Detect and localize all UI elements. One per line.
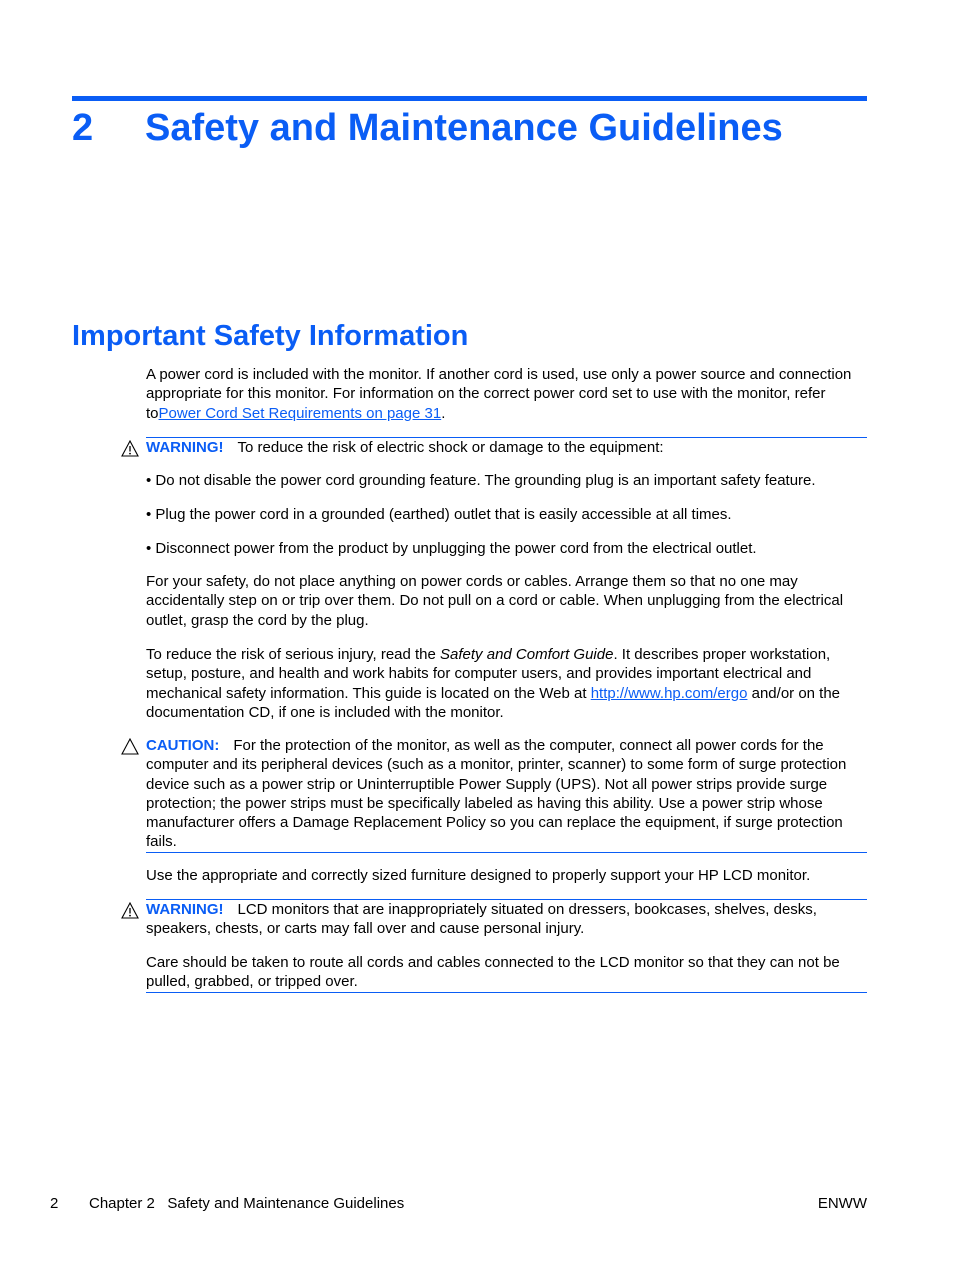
comfort-guide-text-mid: . It describes proper workstation, setup, posture, and health and work habits for computer users, and provides important electrical and mechanical safety information. This guide is located on the Web at (146, 646, 831, 702)
footer-doc-code: ENWW (817, 1195, 867, 1212)
comfort-guide-text-end: and/or on the documentation CD, if one is included with the monitor. (146, 684, 841, 721)
safety-paragraph: For your safety, do not place anything on power cords or cables. Arrange them so that no one may accidentally step on or trip over them. Do not pull on a cord or cable. When unplugging from the electrical outlet, grasp the cord by the plug. (146, 573, 844, 629)
chapter-heading (72, 100, 783, 156)
comfort-guide-paragraph (146, 645, 867, 722)
intro-paragraph (146, 365, 868, 423)
warning-triangle-icon (121, 440, 139, 458)
section-title: Important Safety Information (72, 320, 469, 352)
chapter-title: Safety and Maintenance Guidelines (145, 107, 783, 149)
intro-text: A power cord is included with the monitor. If another cord is used, use only a power source and connection appropriate for this monitor. For information on the correct power cord set to use with the monitor, refer to (146, 366, 852, 422)
warning-triangle-icon (121, 902, 139, 920)
warning-label: WARNING! (146, 901, 224, 918)
chapter-number: 2 (72, 107, 94, 149)
cable-routing-paragraph: Care should be taken to route all cords and cables connected to the LCD monitor so that they can not be pulled, grabbed, or tripped over. (146, 954, 840, 991)
footer-chapter (89, 1194, 404, 1213)
power-cord-requirements-link[interactable]: Power Cord Set Requirements on page 31 (158, 404, 442, 422)
warning-text: To reduce the risk of electric shock or damage to the equipment: (237, 439, 664, 456)
comfort-guide-text: To reduce the risk of serious injury, read the (146, 646, 441, 663)
warning-label: WARNING! (146, 439, 224, 456)
caution-label: CAUTION: (146, 737, 220, 754)
intro-text-end: . (441, 404, 446, 422)
warning-text: LCD monitors that are inappropriately situated on dressers, bookcases, shelves, desks, speakers, chests, or carts may fall over and cause personal injury. (146, 901, 817, 938)
guide-title: Safety and Comfort Guide (440, 646, 614, 663)
hp-ergo-link[interactable]: http://www.hp.com/ergo (590, 684, 748, 702)
bullet-item: • Disconnect power from the product by unplugging the power cord from the electrical outlet. (146, 540, 757, 557)
furniture-paragraph: Use the appropriate and correctly sized furniture designed to properly support your HP LCD monitor. (146, 867, 811, 884)
footer-page-number: 2 (50, 1195, 59, 1212)
warning-rule-bottom (146, 992, 867, 993)
bullet-item: • Plug the power cord in a grounded (earthed) outlet that is easily accessible at all times. (146, 506, 732, 523)
footer-chapter-label: Chapter 2 (89, 1195, 155, 1212)
caution-rule-bottom (146, 852, 867, 853)
bullet-item: • Do not disable the power cord grounding feature. The grounding plug is an important safety feature. (146, 472, 816, 489)
footer-chapter-title: Safety and Maintenance Guidelines (167, 1195, 405, 1212)
caution-text: For the protection of the monitor, as well as the computer, connect all power cords for the computer and its peripheral devices (such as a monitor, printer, scanner) to some form of surge protection device such as a power strip or Uninterruptible Power Supply (UPS). Not all power strips provide surge protection; the power strips must be specifically labeled as having this ability. Use a power strip whose manufacturer offers a Damage Replacement Policy so you can replace the equipment, if surge protection fails. (146, 737, 847, 851)
caution-triangle-icon (121, 738, 139, 756)
